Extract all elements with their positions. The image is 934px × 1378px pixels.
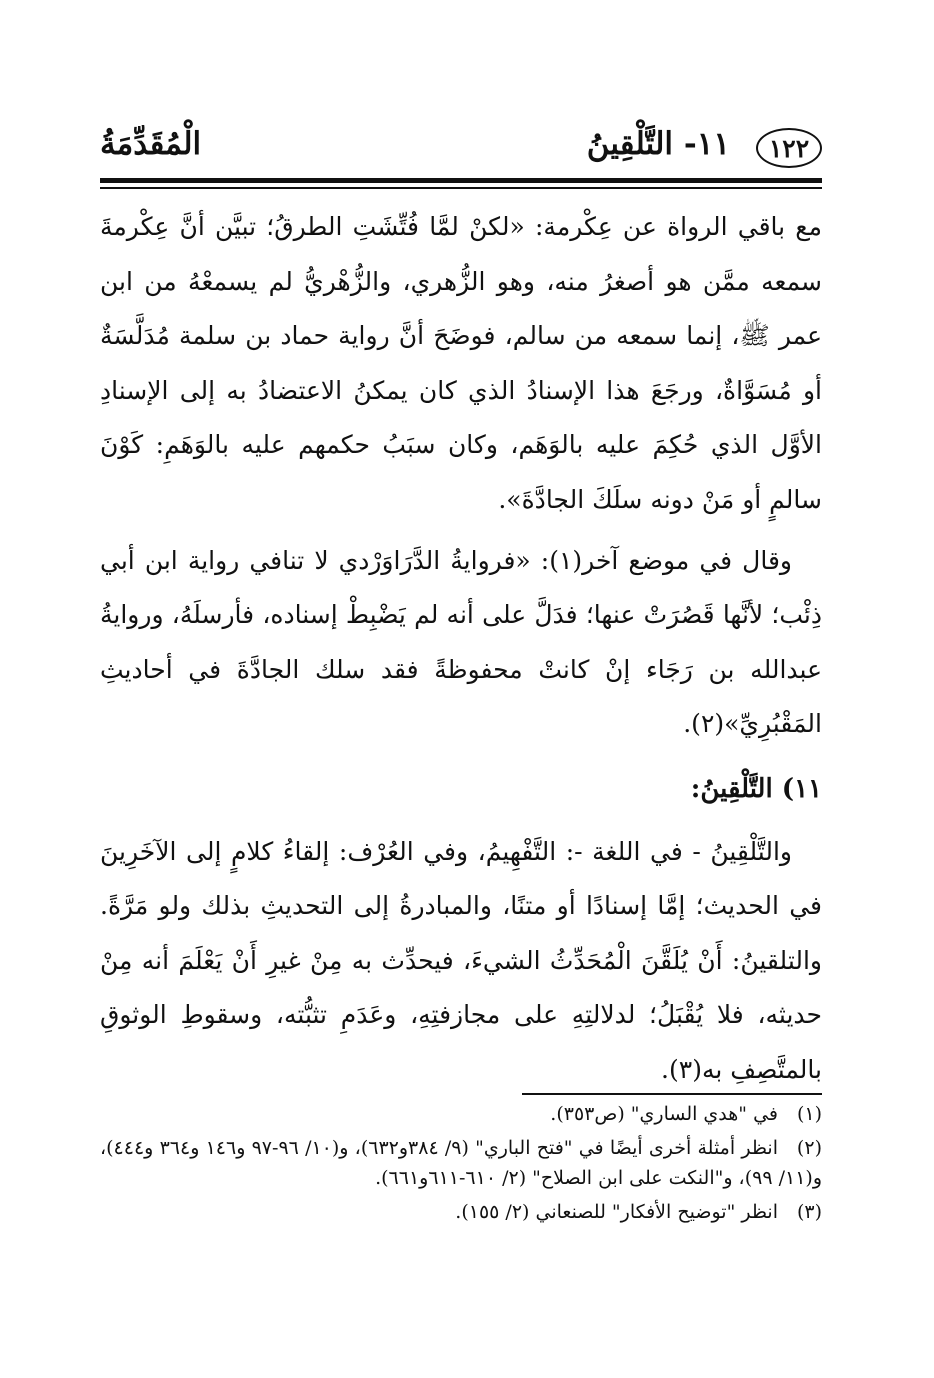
paragraph: والتَّلْقِينُ - في اللغة -: التَّفْهِيمُ، وفي العُرْف: إلقاءُ كلامٍ إلى الآخَرِينَ في الحديث؛ إمَّا إسنادًا أو متنًا، والمبادرةُ إلى التحديثِ بذلك ولو مَرَّةً. والتلقينُ: أَنْ يُلَقَّنَ الْمُحَدِّثُ الشيءَ، فيحدِّث به مِنْ غيرِ أَنْ يَعْلَمَ أنه مِنْ حديثه، فلا يُقْبَلُ؛ لدلالتِهِ على مجازفتِهِ، وعَدَمِ تثبُّته، وسقوطِ الوثوقِ بالمتَّصِفِ به(٣). [100, 836, 822, 1084]
page-number: ١٢٢ [756, 128, 822, 168]
chapter-title: ١١- التَّلْقِينُ [586, 126, 730, 162]
footnote-text: انظر "توضيح الأفكار" للصنعاني (٢/ ١٥٥). [455, 1201, 778, 1223]
footnote [100, 1197, 822, 1227]
footnote-number: (١) [796, 1103, 822, 1125]
main-text [100, 200, 822, 1098]
footnote-number: (٣) [796, 1201, 822, 1223]
footnote [100, 1099, 822, 1129]
footnote-text: في "هدي الساري" (ص٣٥٣). [550, 1103, 778, 1125]
page-header [100, 118, 822, 178]
header-rule-thin [100, 187, 822, 189]
footnote-number: (٢) [796, 1137, 822, 1159]
footnote [100, 1133, 822, 1193]
paragraph: مع باقي الرواة عن عِكْرمة: «لكنْ لمَّا فُتِّشَتِ الطرقُ؛ تبيَّن أنَّ عِكْرمةَ سمعه ممَّن هو أصغرُ منه، وهو الزُّهري، والزُّهْريُّ لم يسمعْهُ من ابن عمر ﷺ، إنما سمعه من سالم، فوضَحَ أنَّ رواية حماد بن سلمة مُدَلَّسَةٌ أو مُسَوَّاةٌ، ورجَعَ هذا الإسنادُ الذي كان يمكنُ الاعتضادُ به إلى الإسنادِ الأوَّل الذي حُكِمَ عليه بالوَهَم، وكان سبَبُ حكمهم عليه بالوَهَمِ: كَوْنَ سالمٍ أو مَنْ دونه سلَكَ الجادَّةَ». [100, 212, 822, 514]
paragraph: وقال في موضع آخر(١): «فروايةُ الدَّرَاوَرْدي لا تنافي رواية ابن أبي ذِئْب؛ لأنَّها قَصُرَتْ عنها؛ فدَلَّ على أنه لم يَضْبِطْ إسناده، فأرسلَهُ، وروايةُ عبدالله بن رَجَاء إنْ كانتْ محفوظةً فقد سلك الجادَّةَ في أحاديثِ المَقْبُرِيِّ»(٢). [100, 545, 822, 739]
footnotes [100, 1099, 822, 1231]
footnote-separator [522, 1093, 822, 1095]
book-title: الْمُقَدِّمَةُ [100, 126, 202, 162]
header-rule-thick [100, 178, 822, 183]
footnote-text: انظر أمثلة أخرى أيضًا في "فتح الباري" (٩/ ٣٨٤و٦٣٢)، و(١٠/ ٩٦-٩٧ و١٤٦ و٣٦٤ و٤٤٤)، و(١١/ ٩٩)، و"النكت على ابن الصلاح" (٢/ ٦١٠-٦١١و٦٦١). [100, 1137, 822, 1189]
section-heading: ١١) التَّلْقِينُ: [690, 773, 822, 804]
